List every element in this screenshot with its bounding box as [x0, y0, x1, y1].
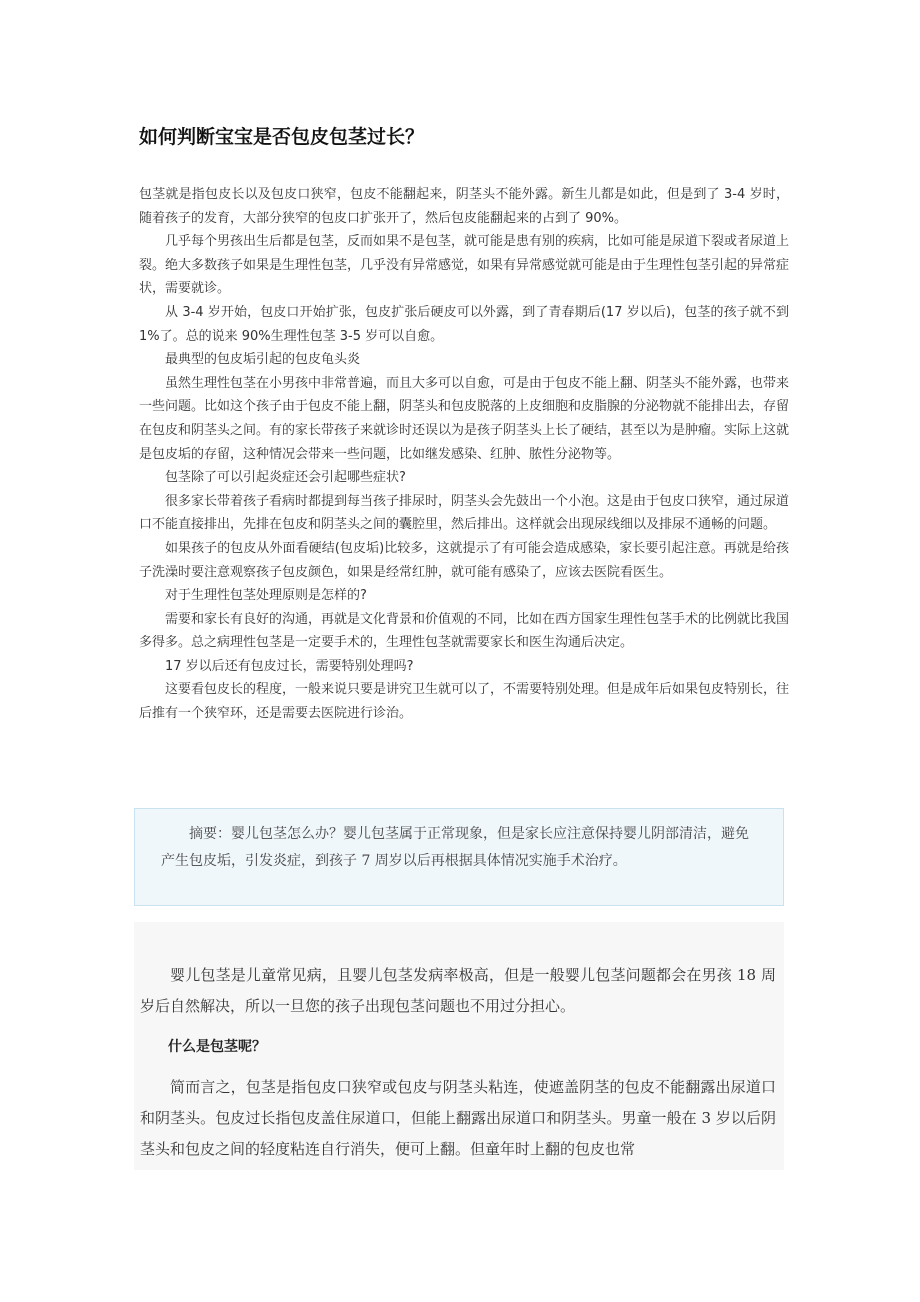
summary-box	[134, 808, 784, 906]
article-paragraph: 这要看包皮长的程度，一般来说只要是讲究卫生就可以了，不需要特别处理。但是成年后如果包皮特别长，往后推有一个狭窄环，还是需要去医院进行诊治。	[139, 682, 790, 722]
article-paragraph: 从 3-4 岁开始，包皮口开始扩张，包皮扩张后硬皮可以外露，到了青春期后(17 岁以后)，包茎的孩子就不到 1%了。总的说来 90%生理性包茎 3-5 岁可以自愈。	[139, 304, 789, 344]
article-paragraph: 几乎每个男孩出生后都是包茎，反而如果不是包茎，就可能是患有别的疾病，比如可能是尿道下裂或者尿道上裂。绝大多数孩子如果是生理性包茎，几乎没有异常感觉，如果有异常感觉就可能是由于生理性包茎引起的异常症状，需要就诊。	[139, 234, 790, 297]
article-paragraph: 很多家长带着孩子看病时都提到每当孩子排尿时，阴茎头会先鼓出一个小泡。这是由于包皮口狭窄，通过尿道口不能直接排出，先排在包皮和阴茎头之间的囊腔里，然后排出。这样就会出现尿线细以及排尿不通畅的问题。	[139, 493, 790, 533]
article-question: 包茎除了可以引起炎症还会引起哪些症状?	[165, 470, 406, 486]
excerpt-content	[140, 960, 776, 1165]
excerpt-intro: 婴儿包茎是儿童常见病，且婴儿包茎发病率极高，但是一般婴儿包茎问题都会在男孩 18 周岁后自然解决，所以一旦您的孩子出现包茎问题也不用过分担心。	[140, 966, 776, 1015]
article-paragraph: 需要和家长有良好的沟通，再就是文化背景和价值观的不同，比如在西方国家生理性包茎手术的比例就比我国多得多。总之病理性包茎是一定要手术的，生理性包茎就需要家长和医生沟通后决定。	[139, 611, 790, 651]
article-paragraph: 虽然生理性包茎在小男孩中非常普遍，而且大多可以自愈，可是由于包皮不能上翻、阴茎头不能外露，也带来一些问题。比如这个孩子由于包皮不能上翻，阴茎头和包皮脱落的上皮细胞和皮脂腺的分泌物就不能排出去，存留在包皮和阴茎头之间。有的家长带孩子来就诊时还误以为是孩子阴茎头上长了硬结，甚至以为是肿瘤。实际上这就是包皮垢的存留，这种情况会带来一些问题，比如继发感染、红肿、脓性分泌物等。	[139, 375, 790, 462]
excerpt-panel	[134, 922, 784, 1170]
page-title: 如何判断宝宝是否包皮包茎过长？	[139, 126, 425, 148]
summary-text: 摘要：婴儿包茎怎么办？婴儿包茎属于正常现象，但是家长应注意保持婴儿阴部清洁，避免产生包皮垢，引发炎症，到孩子 7 周岁以后再根据具体情况实施手术治疗。	[161, 826, 749, 869]
article-paragraph: 如果孩子的包皮从外面看硬结(包皮垢)比较多，这就提示了有可能会造成感染，家长要引起注意。再就是给孩子洗澡时要注意观察孩子包皮颜色，如果是经常红肿，就可能有感染了，应该去医院看医生。	[139, 540, 789, 580]
article-subheading: 最典型的包皮垢引起的包皮龟头炎	[165, 352, 361, 368]
excerpt-body: 简而言之，包茎是指包皮口狭窄或包皮与阴茎头粘连，使遮盖阴茎的包皮不能翻露出尿道口和阴茎头。包皮过长指包皮盖住尿道口，但能上翻露出尿道口和阴茎头。男童一般在 3 岁以后阴茎头和包皮之间的轻度粘连自行消失，便可上翻。但童年时上翻的包皮也常	[140, 1078, 776, 1158]
article-paragraph: 包茎就是指包皮长以及包皮口狭窄，包皮不能翻起来，阴茎头不能外露。新生儿都是如此，但是到了 3-4 岁时，随着孩子的发育，大部分狭窄的包皮口扩张开了，然后包皮能翻起来的占到了 90%。	[139, 187, 789, 226]
article-body	[139, 183, 789, 726]
article-question: 17 岁以后还有包皮过长，需要特别处理吗?	[165, 658, 414, 674]
excerpt-heading: 什么是包茎呢？	[168, 1039, 266, 1055]
article-question: 对于生理性包茎处理原则是怎样的?	[165, 588, 367, 604]
